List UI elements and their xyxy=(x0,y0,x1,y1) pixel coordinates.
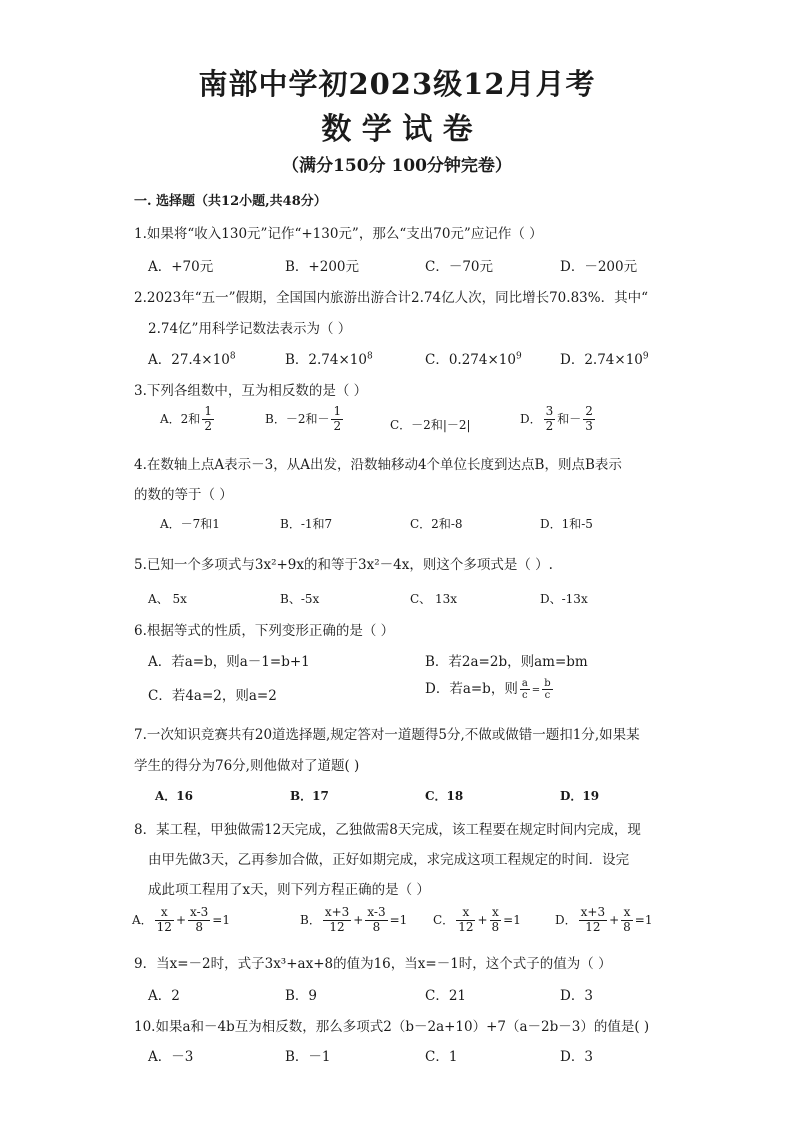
q5-option-a: A、 5x xyxy=(148,592,187,606)
q6-option-c: C．若4a=2，则a=2 xyxy=(148,688,277,704)
exam-title: 南部中学初2023级12月月考 xyxy=(198,67,596,101)
q10-option-c: C．1 xyxy=(425,1049,458,1065)
q5-stem: 5.已知一个多项式与3x²+9x的和等于3x²－4x，则这个多项式是（ ）. xyxy=(134,557,553,573)
q6-option-d: D．若a=b，则 $\frac{a}{c}$ = $\frac{b}{c}$ xyxy=(425,677,551,701)
section-heading: 一. 选择题（共12小题,共48分） xyxy=(134,194,327,209)
q4-option-d: D．1和-5 xyxy=(540,517,593,531)
q1-option-c: C．－70元 xyxy=(425,259,494,275)
q9-option-a: A．2 xyxy=(148,988,180,1004)
q6-option-b: B．若2a=2b，则am=bm xyxy=(425,654,588,670)
q3-option-a: A．2和 $\frac{1}{2}$ xyxy=(160,404,212,433)
q8-stem-line1: 8．某工程，甲独做需12天完成，乙独做需8天完成，该工程要在规定时间内完成，现 xyxy=(134,822,641,838)
q1-option-a: A．+70元 xyxy=(148,259,214,275)
q10-option-b: B．－1 xyxy=(285,1049,331,1065)
q8-stem-line2: 由甲先做3天，乙再参加合做，正好如期完成，求完成这项工程规定的时间．设完 xyxy=(148,852,630,868)
q6-stem: 6.根据等式的性质，下列变形正确的是（ ） xyxy=(134,623,395,639)
q10-option-a: A．－3 xyxy=(148,1049,194,1065)
q9-stem: 9．当x=－2时，式子3x³+ax+8的值为16，当x=－1时，这个式子的值为（ ） xyxy=(134,956,612,972)
q10-option-d: D．3 xyxy=(560,1049,593,1065)
q2-stem-line2: 2.74亿”用科学记数法表示为（ ） xyxy=(148,321,352,337)
q1-option-b: B．+200元 xyxy=(285,259,359,275)
q3-option-b: B．－2和－ $\frac{1}{2}$ xyxy=(265,404,342,433)
exam-subject: 数 学 试 卷 xyxy=(321,112,473,147)
q8-option-b: B． $\frac{x+3}{12}$ + $\frac{x-3}{8}$ =1 xyxy=(300,905,408,934)
q1-option-d: D．－200元 xyxy=(560,259,638,275)
q2-stem-line1: 2.2023年“五一”假期，全国国内旅游出游合计2.74亿人次，同比增长70.83%．其中“ xyxy=(134,290,648,306)
q9-option-d: D．3 xyxy=(560,988,593,1004)
q4-option-a: A．－7和1 xyxy=(160,517,220,531)
q5-option-b: B、-5x xyxy=(280,592,320,606)
q3-option-c: C．－2和|－2| xyxy=(390,418,471,432)
q8-option-a: A． $\frac{x}{12}$ + $\frac{x-3}{8}$ =1 xyxy=(132,905,230,934)
q4-option-b: B．-1和7 xyxy=(280,517,333,531)
q4-option-c: C．2和-8 xyxy=(410,517,463,531)
q10-stem: 10.如果a和－4b互为相反数，那么多项式2（b－2a+10）+7（a－2b－3）的值是( ) xyxy=(134,1019,650,1035)
q1-stem: 1.如果将“收入130元”记作“+130元”，那么“支出70元”应记作（ ） xyxy=(134,226,543,242)
q2-option-d: D．$2.74\times 10^9$ xyxy=(560,351,649,368)
q2-option-a: A．$27.4\times 10^8$ xyxy=(148,351,236,368)
q7-stem-line1: 7.一次知识竞赛共有20道选择题,规定答对一道题得5分,不做或做错一题扣1分,如果某 xyxy=(134,727,640,743)
q7-option-a: A．16 xyxy=(155,789,194,803)
q8-option-c: C． $\frac{x}{12}$ + $\frac{x}{8}$ =1 xyxy=(433,905,521,934)
q8-stem-line3: 成此项工程用了x天，则下列方程正确的是（ ） xyxy=(148,882,430,898)
q3-option-d: D． $\frac{3}{2}$ 和－ $\frac{2}{3}$ xyxy=(520,404,593,433)
q5-option-c: C、 13x xyxy=(410,592,458,606)
q7-stem-line2: 学生的得分为76分,则他做对了道题( ) xyxy=(134,758,360,774)
q7-option-d: D．19 xyxy=(560,789,600,803)
q8-option-d: D． $\frac{x+3}{12}$ + $\frac{x}{8}$ =1 xyxy=(555,905,653,934)
q4-stem-line1: 4.在数轴上点A表示－3，从A出发，沿数轴移动4个单位长度到达点B，则点B表示 xyxy=(134,457,622,473)
score-note: （满分150分 100分钟完卷） xyxy=(282,156,512,176)
q7-option-c: C．18 xyxy=(425,789,464,803)
q2-option-b: B．$2.74\times 10^8$ xyxy=(285,351,373,368)
q4-stem-line2: 的数的等于（ ） xyxy=(134,487,233,503)
q9-option-c: C．21 xyxy=(425,988,467,1004)
q7-option-b: B．17 xyxy=(290,789,329,803)
q6-option-a: A．若a=b，则a－1=b+1 xyxy=(148,654,310,670)
q5-option-d: D、-13x xyxy=(540,592,588,606)
q3-stem: 3.下列各组数中，互为相反数的是（ ） xyxy=(134,383,368,399)
q2-option-c: C．$0.274\times 10^9$ xyxy=(425,351,522,368)
q9-option-b: B．9 xyxy=(285,988,318,1004)
